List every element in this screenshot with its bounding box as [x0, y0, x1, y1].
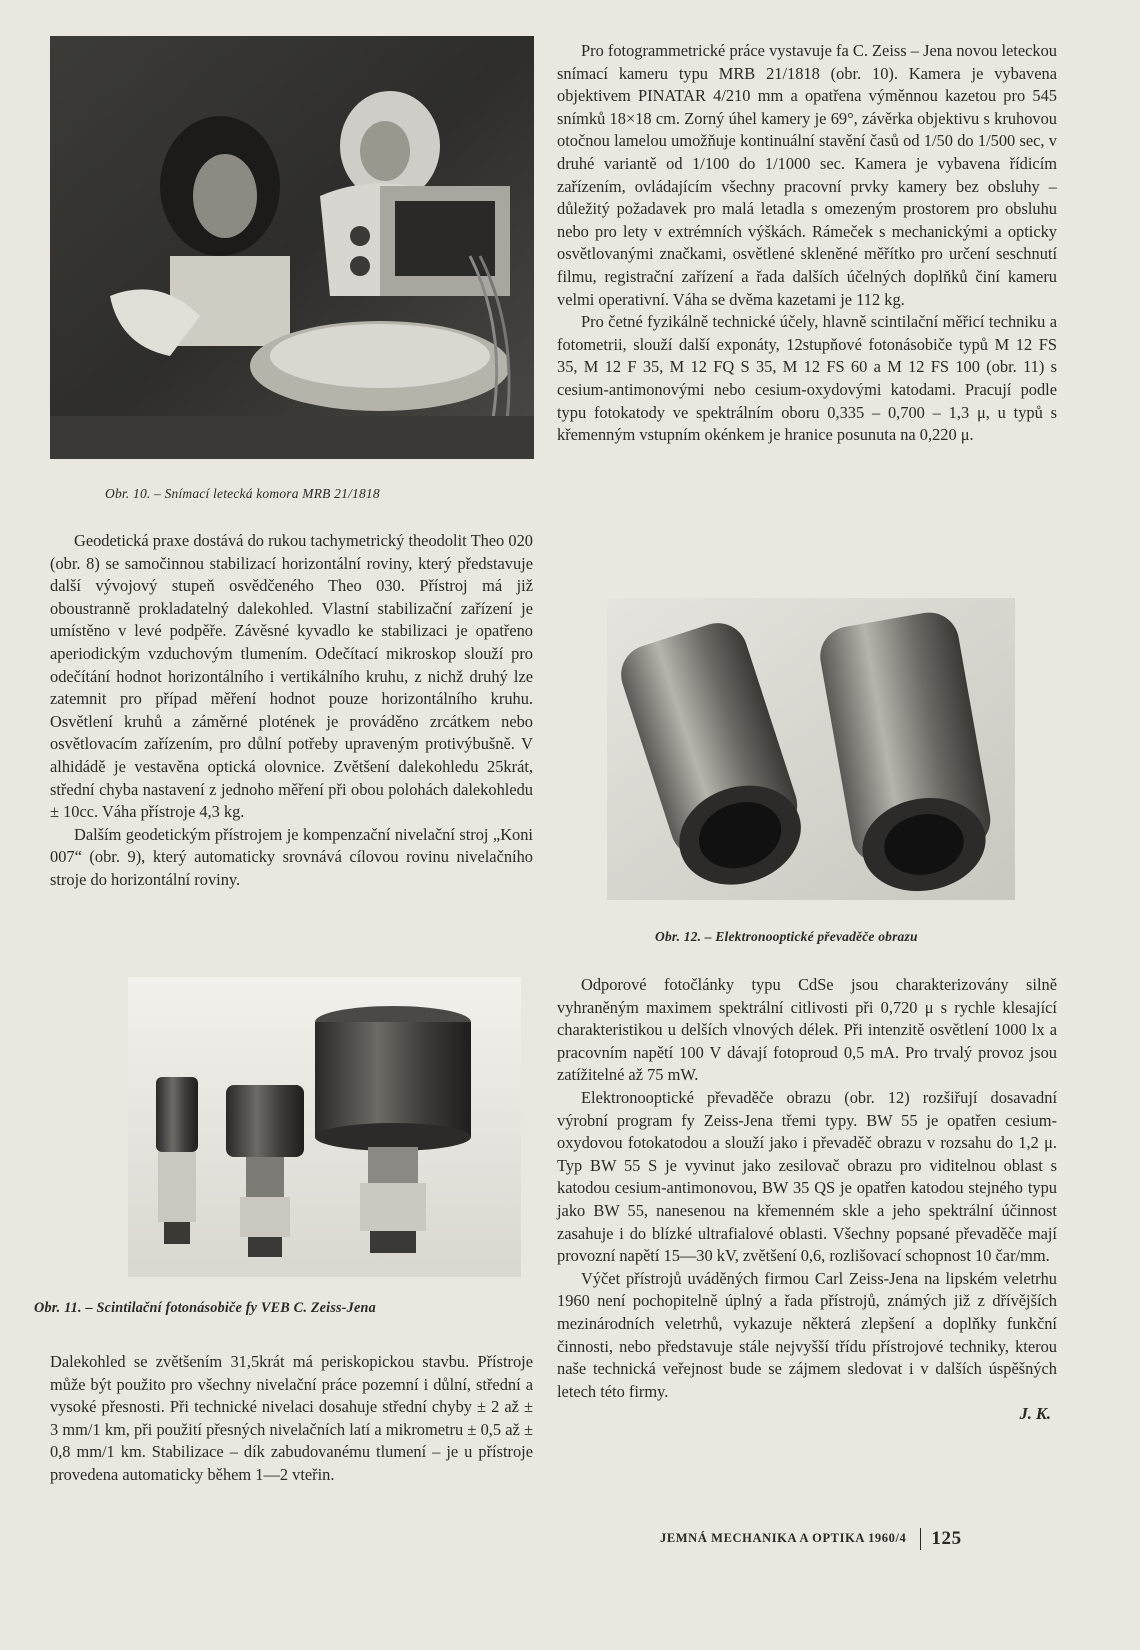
paragraph-cdse-cells: Odporové fotočlánky typu CdSe jsou charakterizovány silně vyhraněným maximem spektrální citlivosti při 0,720 μ s rychle klesající charakteristikou u delších vlnových délek. Při intenzitě osvětlení 1000 lx a pracovním napětí 100 V dávají fotoproud 0,5 mA. Pro trvalý provoz jsou zatížitelné až 75 mW.	[557, 975, 1057, 1085]
paragraph-camera: Pro fotogrammetrické práce vystavuje fa C. Zeiss – Jena novou leteckou snímací kameru typu MRB 21/1818 (obr. 10). Kamera je vybavena objektivem PINATAR 4/210 mm a opatřena výměnnou kazetou pro 545 snímků 18×18 cm. Zorný úhel kamery je 69°, závěrka objektivu s kruhovou otočnou lamelou umožňuje kontinuální stavění časů od 1/50 do 1/500 sec, v druhé variantě od 1/100 do 1/1000 sec. Kamera je vybavena řídicím zařízením, ovládajícím všechny pracovní prvky kamery bez obsluhy – důležitý požadavek pro malá letadla s omezeným prostorem pro obsluhu nebo pro lety v extrémních výškách. Rámeček s mechanickými a opticky osvětlovanými značkami, osvětlené skleněné měřítko pro určení seschnutí filmu, registrační zařízení a řada dalších účelných doplňků činí kameru velmi operativní. Váha se dvěma kazetami je 112 kg.	[557, 41, 1057, 309]
paragraph-image-converters: Elektronooptické převaděče obrazu (obr. 12) rozšiřují dosavadní výrobní program fy Zeiss-Jena třemi typy. BW 55 je opatřen cesium-oxydovou fotokatodou a slouží jako i převaděč obrazu v rozsahu do 1,2 μ. Typ BW 55 S je vyvinut jako zesilovač obrazu pro viditelnou oblast s katodou cesium-antimonovou, BW 35 QS je opatřen katodou stejného typu jako BW 55, nanesenou na křemenném skle a jeho spektrální účinnost zasahuje i do blízké ultrafialové oblasti. Všechny popsané převaděče mají provozní napětí 15—30 kV, zvětšení 0,6, rozlišovací schopnost 10 čar/mm.	[557, 1087, 1057, 1266]
figure-11-caption: Obr. 11. – Scintilační fotonásobiče fy VEB C. Zeiss-Jena	[34, 1300, 376, 1316]
paragraph-conclusion: Výčet přístrojů uváděných firmou Carl Zeiss-Jena na lipském veletrhu 1960 není pochopitelně úplný a řada přístrojů, známých již z dřívějších mezinárodních veletrhů, vykazuje některá zlepšení a doplňky funkční činnosti, nebo představuje stále nejvyšší třídu přístrojové techniky, kterou naše technická veřejnost bude se zájmem sledovat i v dalších úspěšných letech této firmy.	[557, 1268, 1057, 1401]
paragraph-theodolite: Geodetická praxe dostává do rukou tachymetrický theodolit Theo 020 (obr. 8) se samočinnou stabilizací horizontální roviny, který představuje další vývojový stupeň osvědčeného Theo 030. Přístroj má již oboustranně prokladatelný dalekohled. Vlastní stabilizační zařízení je umístěno v levé podpěře. Závěsné kyvadlo ke stabilizaci je opatřeno aperiodickým vzduchovým tlumením. Odečítací mikroskop slouží pro odečítání hodnot horizontálního i vertikálního kruhu, z nichž druhý lze zatemnit pro případ měření hodnot pouze horizontálního kruhu. Osvětlení kruhů a záměrné plotének je prováděno zrcátkem nebo osvětlovacím zařízením, pro důlní potřeby upraveným protivýbušně. V alhidádě je vestavěna optická olovnice. Zvětšení dalekohledu 25krát, střední chyba nastavení z jednoho měření při obou polohách dalekohledu ± 10cc. Váha přístroje 4,3 kg.	[50, 531, 533, 822]
author-signature: J. K.	[1019, 1404, 1051, 1424]
figure-10-photo	[50, 36, 534, 459]
page-footer	[660, 1528, 962, 1550]
figure-12-photo	[607, 598, 1015, 900]
figure-10-caption: Obr. 10. – Snímací letecká komora MRB 21/1818	[105, 486, 380, 501]
right-column-upper	[557, 40, 1057, 447]
left-column-upper	[50, 530, 533, 892]
left-column-lower	[50, 1351, 533, 1487]
journal-name: JEMNÁ MECHANIKA A OPTIKA 1960/4	[660, 1530, 907, 1545]
footer-divider	[920, 1528, 921, 1550]
paragraph-photomultipliers: Pro četné fyzikálně technické účely, hlavně scintilační měřicí techniku a fotometrii, slouží další exponáty, 12stupňové fotonásobiče typů M 12 FS 35, M 12 F 35, M 12 FQ S 35, M 12 FS 60 a M 12 FS 100 (obr. 11) s cesium-antimonovými nebo cesium-oxydovými katodami. Pracují podle typu fotokatody ve spektrálním oboru 0,335 – 0,700 – 1,3 μ, u typů s křemenným vstupním okénkem je hranice posunuta na 0,220 μ.	[557, 312, 1057, 445]
paragraph-telescope: Dalekohled se zvětšením 31,5krát má periskopickou stavbu. Přístroje může být použito pro všechny nivelační práce pozemní i důlní, střední a vysoké přesnosti. Při technické nivelaci dosahuje střední chyby ± 2 až ± 3 mm/1 km, při použití přesných nivelačních latí a mikrometru ± 0,5 až ± 0,8 mm/1 km. Stabilizace – dík zabudovanému tlumení – je u přístroje provedena automaticky během 1—2 vteřin.	[50, 1352, 533, 1484]
figure-12-caption: Obr. 12. – Elektronooptické převaděče obrazu	[655, 929, 918, 944]
page-number: 125	[931, 1528, 962, 1549]
right-column-lower	[557, 974, 1057, 1426]
figure-11-photo	[128, 977, 521, 1277]
paragraph-koni-007: Dalším geodetickým přístrojem je kompenzační nivelační stroj „Koni 007“ (obr. 9), který automaticky srovnává cílovou rovinu nivelačního stroje do horizontální roviny.	[50, 824, 533, 889]
